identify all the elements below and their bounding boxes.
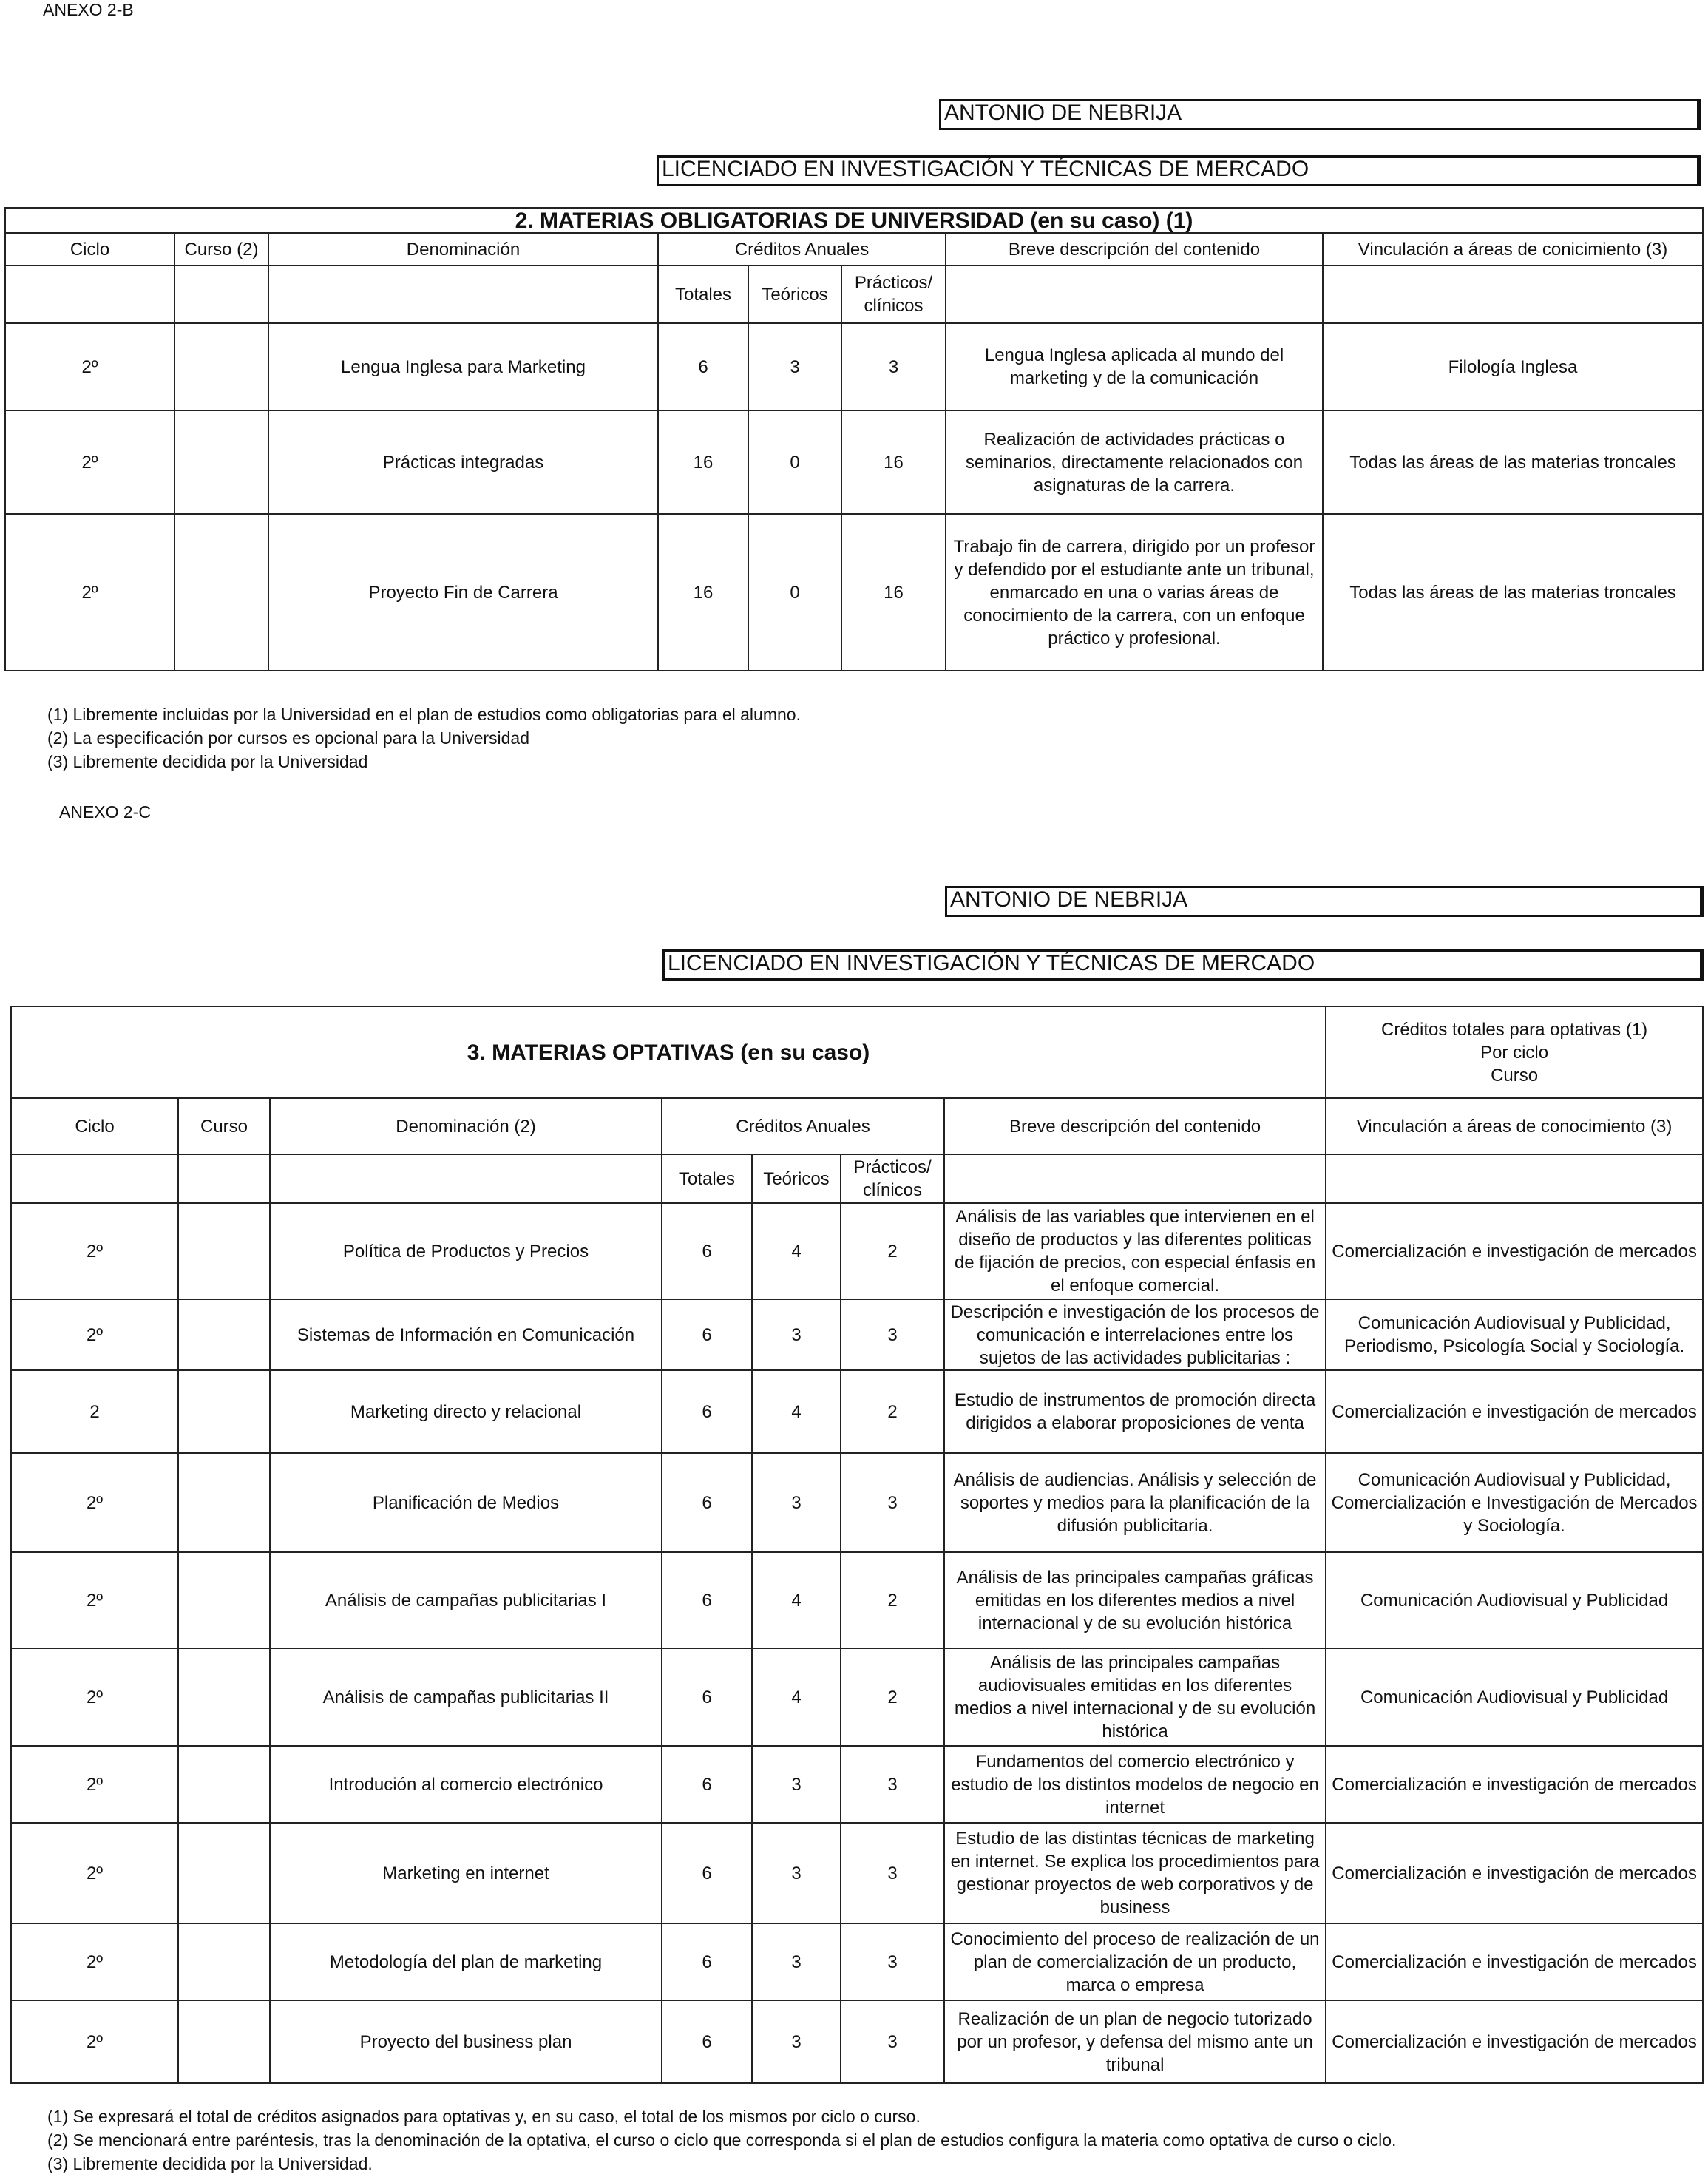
cell-vinculacion: Comercialización e investigación de mercados xyxy=(1326,2000,1703,2083)
cell-totales: 6 xyxy=(662,1299,752,1370)
footnote: (2) La especificación por cursos es opcional para la Universidad xyxy=(47,728,530,748)
table-row xyxy=(11,1299,1703,1370)
cell-descripcion: Trabajo fin de carrera, dirigido por un profesor y defendido por el estudiante ante un tribunal, enmarcado en una o varias áreas de conocimiento de la carrera, con un enfoque práctico y profesional. xyxy=(946,514,1323,671)
footnote: (1) Libremente incluidas por la Universidad en el plan de estudios como obligatorias para el alumno. xyxy=(47,705,801,724)
cell-vinculacion: Comercialización e investigación de mercados xyxy=(1326,1203,1703,1299)
cell-totales: 16 xyxy=(658,410,748,514)
cell-totales: 6 xyxy=(662,1648,752,1746)
header-denominacion: Denominación xyxy=(268,233,658,265)
table-row xyxy=(11,1648,1703,1746)
cell-curso xyxy=(178,1370,270,1453)
header-teoricos: Teóricos xyxy=(752,1154,841,1203)
cell-denominacion: Prácticas integradas xyxy=(268,410,658,514)
header-teoricos: Teóricos xyxy=(748,265,841,323)
cell-denominacion: Análisis de campañas publicitarias I xyxy=(270,1552,662,1648)
cell-descripcion: Análisis de las principales campañas audiovisuales emitidas en los diferentes medios a nivel internacional y de su evolución histórica xyxy=(944,1648,1326,1746)
cell-teoricos: 4 xyxy=(752,1370,841,1453)
obligatory-subjects-table xyxy=(4,207,1704,671)
university-box: ANTONIO DE NEBRIJA xyxy=(939,99,1701,130)
footnote: (3) Libremente decidida por la Universidad. xyxy=(47,2154,373,2173)
cell-totales: 6 xyxy=(662,1552,752,1648)
header-totales: Totales xyxy=(662,1154,752,1203)
cell-denominacion: Proyecto del business plan xyxy=(270,2000,662,2083)
cell-denominacion: Política de Productos y Precios xyxy=(270,1203,662,1299)
annex-label: ANEXO 2-B xyxy=(43,0,134,19)
cell-totales: 6 xyxy=(662,2000,752,2083)
cell-descripcion: Estudio de instrumentos de promoción directa dirigidos a elaborar proposiciones de venta xyxy=(944,1370,1326,1453)
cell-teoricos: 3 xyxy=(752,1453,841,1552)
cell-vinculacion: Comunicación Audiovisual y Publicidad xyxy=(1326,1648,1703,1746)
table-title: 2. MATERIAS OBLIGATORIAS DE UNIVERSIDAD (en su caso) (1) xyxy=(5,208,1703,233)
cell-ciclo: 2º xyxy=(5,410,174,514)
cell-denominacion: Lengua Inglesa para Marketing xyxy=(268,323,658,410)
header-practicos: Prácticos/ clínicos xyxy=(841,265,946,323)
table-row xyxy=(11,1453,1703,1552)
cell-ciclo: 2º xyxy=(5,323,174,410)
cell-vinculacion: Todas las áreas de las materias troncales xyxy=(1323,410,1703,514)
header-vinculacion: Vinculación a áreas de conicimiento (3) xyxy=(1323,233,1703,265)
cell-denominacion: Marketing en internet xyxy=(270,1823,662,1923)
cell-teoricos: 4 xyxy=(752,1648,841,1746)
header-ciclo: Ciclo xyxy=(11,1098,178,1154)
table-row xyxy=(11,1370,1703,1453)
cell-totales: 6 xyxy=(662,1453,752,1552)
header-descripcion: Breve descripción del contenido xyxy=(944,1098,1326,1154)
table-row xyxy=(5,410,1703,514)
footnote: (3) Libremente decidida por la Universidad xyxy=(47,752,368,771)
cell-ciclo: 2º xyxy=(11,1552,178,1648)
cell-practicos: 2 xyxy=(841,1648,944,1746)
cell-curso xyxy=(178,1923,270,2000)
cell-descripcion: Descripción e investigación de los procesos de comunicación e interrelaciones entre los sujetos de las actividades publicitarias : xyxy=(944,1299,1326,1370)
footnotes xyxy=(47,2105,1396,2176)
cell-curso xyxy=(178,1203,270,1299)
table-row xyxy=(11,1923,1703,2000)
cell-vinculacion: Comercialización e investigación de mercados xyxy=(1326,1923,1703,2000)
optional-subjects-table xyxy=(10,1006,1704,2084)
header-curso: Curso (2) xyxy=(174,233,268,265)
cell-descripcion: Realización de un plan de negocio tutorizado por un profesor, y defensa del mismo ante un tribunal xyxy=(944,2000,1326,2083)
cell-denominacion: Análisis de campañas publicitarias II xyxy=(270,1648,662,1746)
cell-totales: 6 xyxy=(662,1203,752,1299)
cell-curso xyxy=(178,2000,270,2083)
header-practicos: Prácticos/ clínicos xyxy=(841,1154,944,1203)
cell-ciclo: 2º xyxy=(5,514,174,671)
cell-teoricos: 3 xyxy=(752,1746,841,1823)
cell-ciclo: 2º xyxy=(11,1746,178,1823)
header-creditos: Créditos Anuales xyxy=(658,233,946,265)
cell-curso xyxy=(178,1823,270,1923)
cell-ciclo: 2º xyxy=(11,1823,178,1923)
cell-denominacion: Planificación de Medios xyxy=(270,1453,662,1552)
table-row xyxy=(5,323,1703,410)
cell-descripcion: Realización de actividades prácticas o seminarios, directamente relacionados con asignaturas de la carrera. xyxy=(946,410,1323,514)
header-denominacion: Denominación (2) xyxy=(270,1098,662,1154)
cell-curso xyxy=(178,1453,270,1552)
cell-denominacion: Marketing directo y relacional xyxy=(270,1370,662,1453)
cell-practicos: 3 xyxy=(841,1453,944,1552)
annex-label: ANEXO 2-C xyxy=(59,802,151,822)
cell-totales: 6 xyxy=(662,1746,752,1823)
footnote: (2) Se mencionará entre paréntesis, tras la denominación de la optativa, el curso o ciclo que corresponda si el plan de estudios configura la materia como optativa de curso o ciclo. xyxy=(47,2130,1397,2150)
cell-curso xyxy=(174,514,268,671)
cell-teoricos: 3 xyxy=(752,1823,841,1923)
cell-practicos: 3 xyxy=(841,1823,944,1923)
cell-practicos: 3 xyxy=(841,1299,944,1370)
cell-descripcion: Fundamentos del comercio electrónico y estudio de los distintos modelos de negocio en internet xyxy=(944,1746,1326,1823)
cell-teoricos: 0 xyxy=(748,514,841,671)
cell-vinculacion: Comunicación Audiovisual y Publicidad, Comercialización e Investigación de Mercados y Sociología. xyxy=(1326,1453,1703,1552)
cell-teoricos: 4 xyxy=(752,1552,841,1648)
cell-totales: 6 xyxy=(662,1823,752,1923)
table-row xyxy=(5,514,1703,671)
cell-practicos: 3 xyxy=(841,1746,944,1823)
cell-denominacion: Introdución al comercio electrónico xyxy=(270,1746,662,1823)
header-curso: Curso xyxy=(178,1098,270,1154)
cell-practicos: 2 xyxy=(841,1203,944,1299)
cell-ciclo: 2º xyxy=(11,1923,178,2000)
cell-descripcion: Análisis de las variables que intervienen en el diseño de productos y las diferentes politicas de fijación de precios, con especial énfasis en el enfoque comercial. xyxy=(944,1203,1326,1299)
table-title: 3. MATERIAS OPTATIVAS (en su caso) xyxy=(11,1006,1326,1098)
cell-curso xyxy=(178,1299,270,1370)
cell-ciclo: 2º xyxy=(11,1453,178,1552)
cell-ciclo: 2º xyxy=(11,2000,178,2083)
cell-curso xyxy=(174,323,268,410)
cell-curso xyxy=(178,1648,270,1746)
footnotes xyxy=(47,702,801,773)
cell-curso xyxy=(178,1552,270,1648)
cell-descripcion: Estudio de las distintas técnicas de marketing en internet. Se explica los procedimientos para gestionar proyectos de web corporativos y de business xyxy=(944,1823,1326,1923)
cell-practicos: 3 xyxy=(841,323,946,410)
cell-vinculacion: Comercialización e investigación de mercados xyxy=(1326,1370,1703,1453)
cell-denominacion: Sistemas de Información en Comunicación xyxy=(270,1299,662,1370)
cell-vinculacion: Comercialización e investigación de mercados xyxy=(1326,1823,1703,1923)
footnote: (1) Se expresará el total de créditos asignados para optativas y, en su caso, el total de los mismos por ciclo o curso. xyxy=(47,2107,921,2126)
cell-totales: 6 xyxy=(662,1370,752,1453)
table-row xyxy=(11,1203,1703,1299)
cell-practicos: 2 xyxy=(841,1370,944,1453)
cell-curso xyxy=(178,1746,270,1823)
cell-practicos: 16 xyxy=(841,410,946,514)
table-row xyxy=(11,2000,1703,2083)
cell-ciclo: 2º xyxy=(11,1203,178,1299)
table-row xyxy=(11,1746,1703,1823)
cell-denominacion: Proyecto Fin de Carrera xyxy=(268,514,658,671)
cell-teoricos: 3 xyxy=(752,1923,841,2000)
table-row xyxy=(11,1823,1703,1923)
credits-total-box xyxy=(1326,1006,1703,1098)
cell-practicos: 2 xyxy=(841,1552,944,1648)
header-descripcion: Breve descripción del contenido xyxy=(946,233,1323,265)
cell-ciclo: 2º xyxy=(11,1299,178,1370)
cell-denominacion: Metodología del plan de marketing xyxy=(270,1923,662,2000)
header-creditos: Créditos Anuales xyxy=(662,1098,944,1154)
cell-vinculacion: Comercialización e investigación de mercados xyxy=(1326,1746,1703,1823)
cell-ciclo: 2 xyxy=(11,1370,178,1453)
degree-box: LICENCIADO EN INVESTIGACIÓN Y TÉCNICAS DE MERCADO xyxy=(657,155,1701,186)
cell-descripcion: Análisis de audiencias. Análisis y selección de soportes y medios para la planificación de la difusión publicitaria. xyxy=(944,1453,1326,1552)
cell-totales: 6 xyxy=(662,1923,752,2000)
table-row xyxy=(11,1552,1703,1648)
cell-teoricos: 0 xyxy=(748,410,841,514)
cell-ciclo: 2º xyxy=(11,1648,178,1746)
header-totales: Totales xyxy=(658,265,748,323)
cell-teoricos: 3 xyxy=(748,323,841,410)
cell-totales: 6 xyxy=(658,323,748,410)
cell-vinculacion: Comunicación Audiovisual y Publicidad, Periodismo, Psicología Social y Sociología. xyxy=(1326,1299,1703,1370)
credits-per-course-label: Curso xyxy=(1491,1065,1539,1086)
credits-total-label: Créditos totales para optativas (1) xyxy=(1381,1019,1648,1040)
cell-vinculacion: Todas las áreas de las materias troncales xyxy=(1323,514,1703,671)
cell-curso xyxy=(174,410,268,514)
degree-box: LICENCIADO EN INVESTIGACIÓN Y TÉCNICAS DE MERCADO xyxy=(662,949,1704,981)
cell-teoricos: 3 xyxy=(752,2000,841,2083)
header-vinculacion: Vinculación a áreas de conocimiento (3) xyxy=(1326,1098,1703,1154)
university-box: ANTONIO DE NEBRIJA xyxy=(945,886,1704,917)
cell-practicos: 3 xyxy=(841,2000,944,2083)
cell-vinculacion: Comunicación Audiovisual y Publicidad xyxy=(1326,1552,1703,1648)
cell-vinculacion: Filología Inglesa xyxy=(1323,323,1703,410)
cell-practicos: 3 xyxy=(841,1923,944,2000)
cell-descripcion: Conocimiento del proceso de realización de un plan de comercialización de un producto, marca o empresa xyxy=(944,1923,1326,2000)
cell-practicos: 16 xyxy=(841,514,946,671)
cell-teoricos: 3 xyxy=(752,1299,841,1370)
cell-descripcion: Lengua Inglesa aplicada al mundo del marketing y de la comunicación xyxy=(946,323,1323,410)
cell-totales: 16 xyxy=(658,514,748,671)
cell-descripcion: Análisis de las principales campañas gráficas emitidas en los diferentes medios a nivel internacional y de su evolución histórica xyxy=(944,1552,1326,1648)
credits-per-cycle-label: Por ciclo xyxy=(1480,1042,1549,1063)
cell-teoricos: 4 xyxy=(752,1203,841,1299)
header-ciclo: Ciclo xyxy=(5,233,174,265)
